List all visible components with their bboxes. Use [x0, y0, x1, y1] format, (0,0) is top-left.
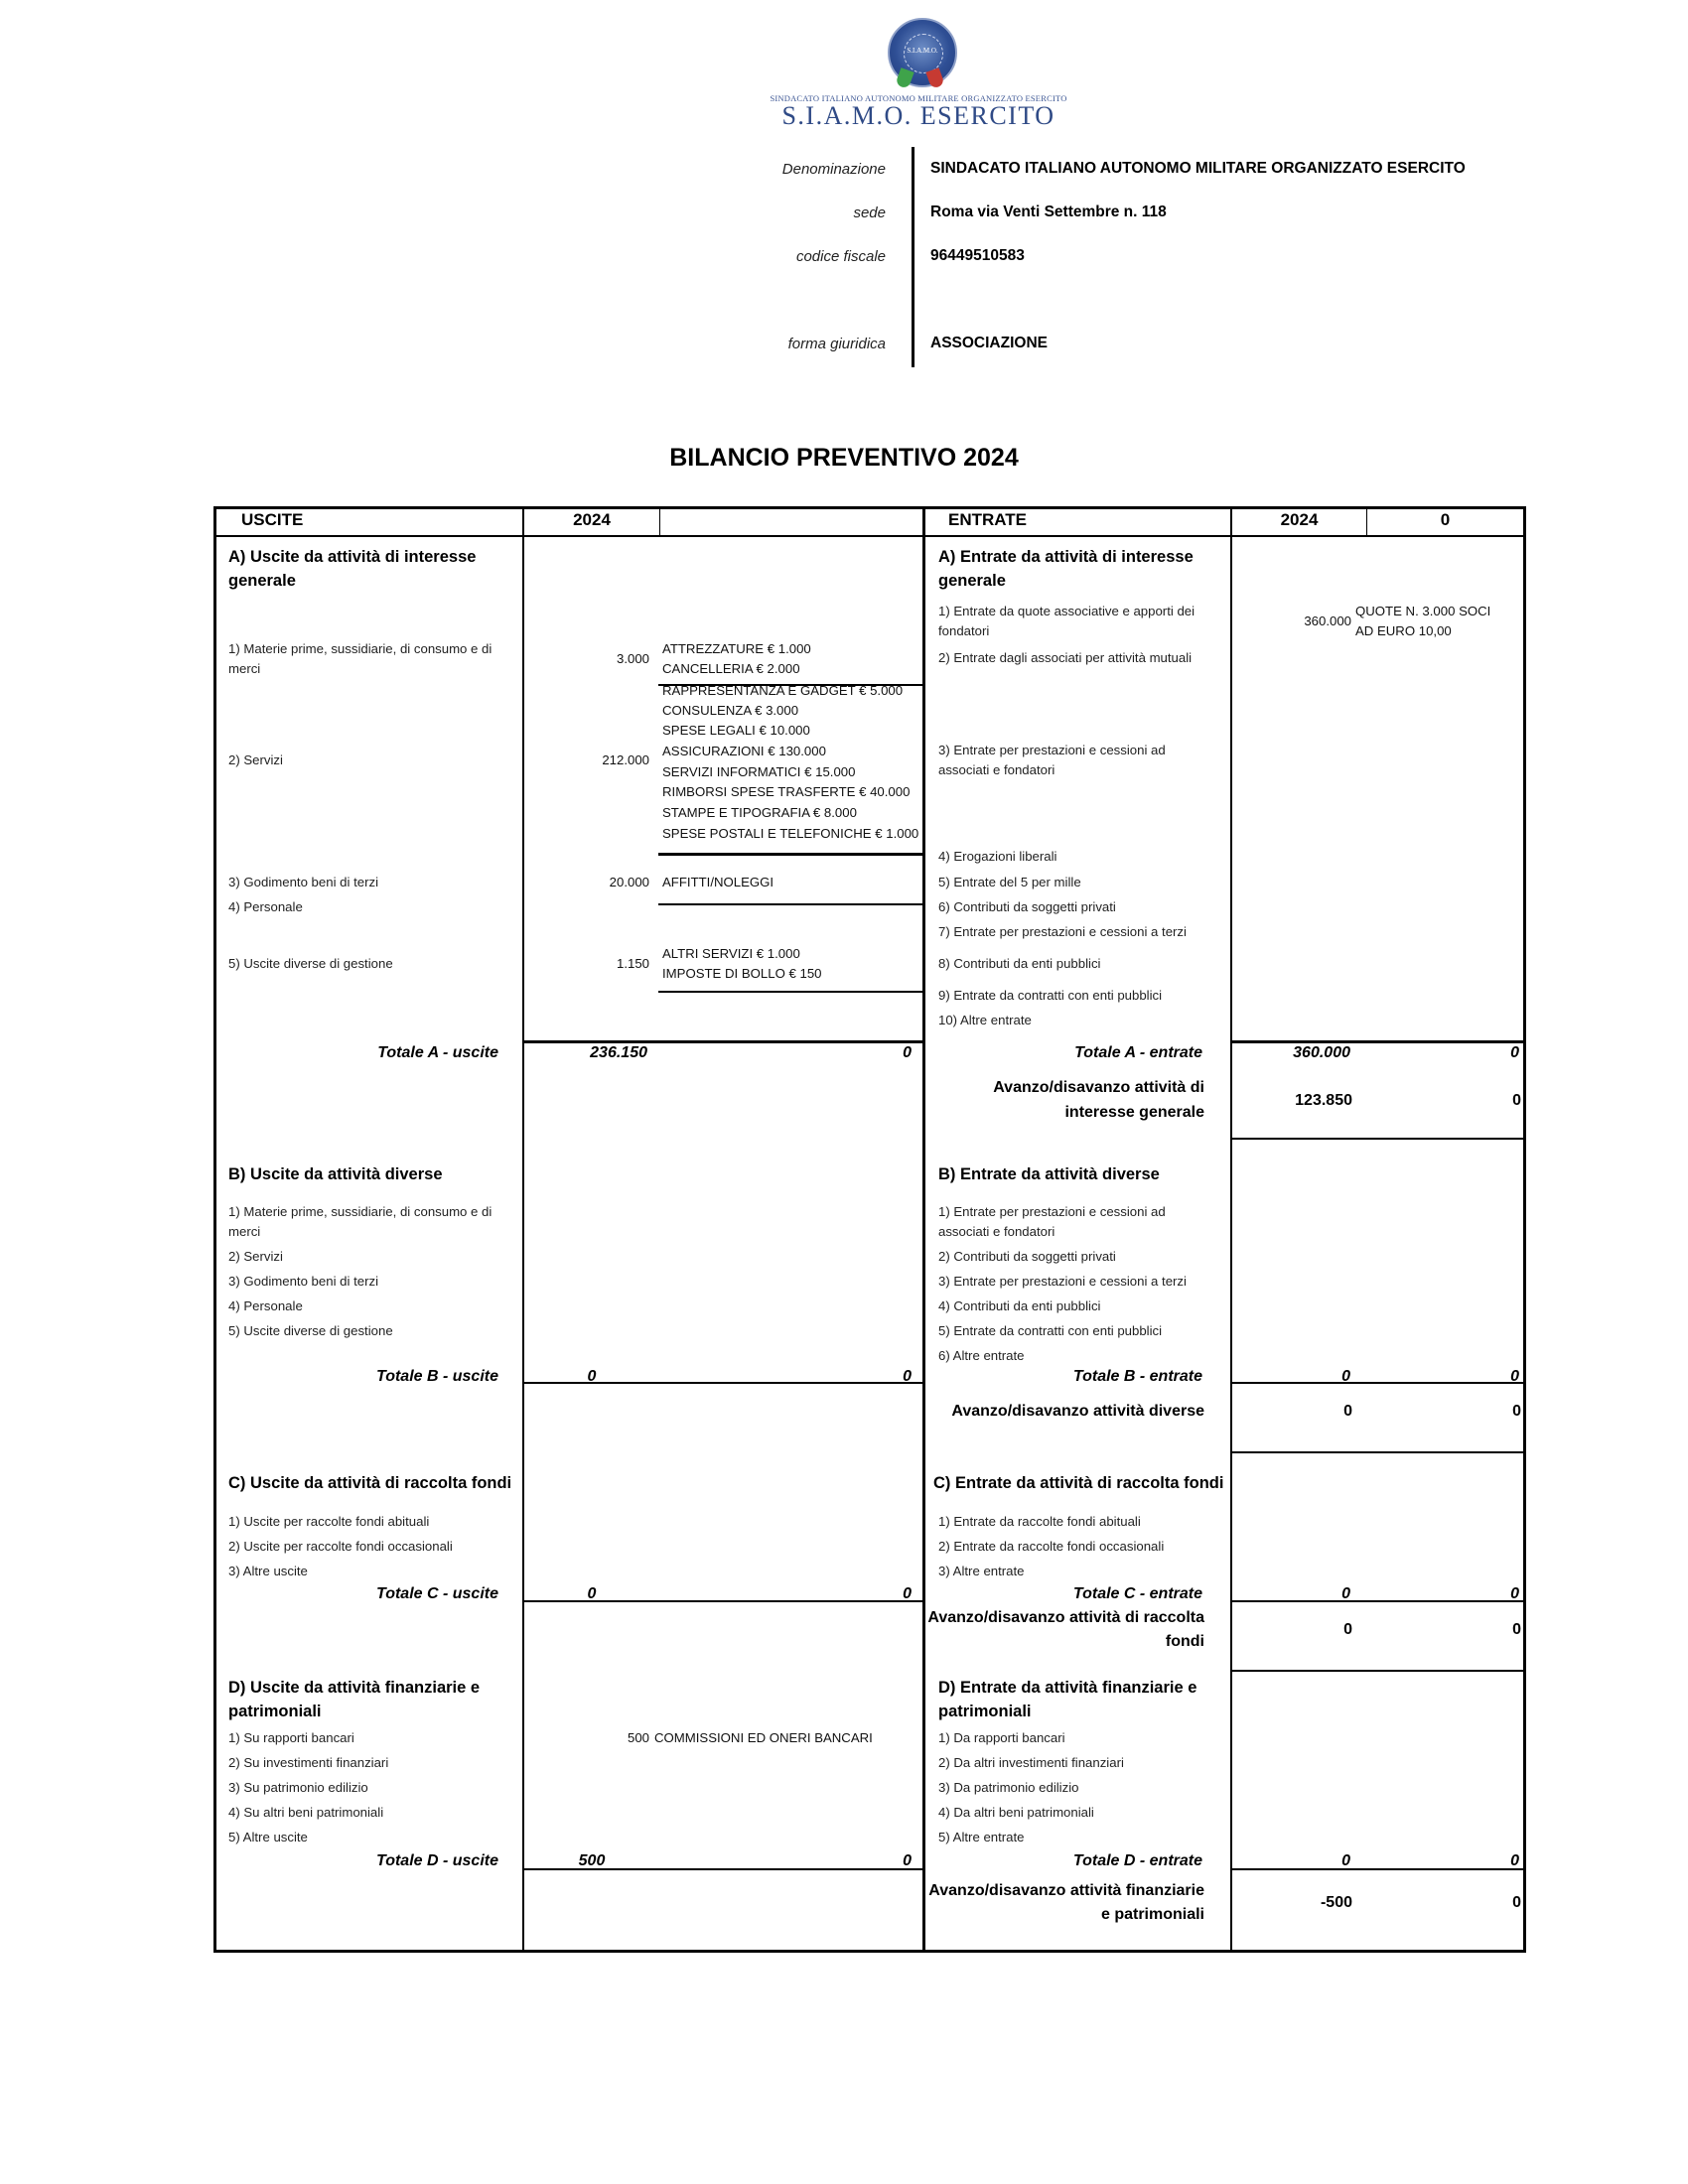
section-a-entrate-title: A) Entrate da attività di interesse: [938, 548, 1194, 566]
org-info-divider: [912, 147, 914, 367]
middle-divider: [922, 506, 925, 1953]
entrate-c-item: 2) Entrate da raccolte fondi occasionali: [938, 1539, 1165, 1554]
section-b-uscite-title: B) Uscite da attività diverse: [228, 1165, 443, 1183]
uscite-b-item: 5) Uscite diverse di gestione: [228, 1323, 393, 1338]
uscite-c-item: 1) Uscite per raccolte fondi abituali: [228, 1514, 430, 1529]
total-c-entrate-value: 0: [1341, 1585, 1350, 1602]
entrate-a-item-7: 7) Entrate per prestazioni e cessioni a terzi: [938, 924, 1187, 939]
entrate-b-item: 2) Contributi da soggetti privati: [938, 1249, 1116, 1264]
uscite-a-item-1-cont: merci: [228, 661, 261, 676]
avanzo-a-label-cont: interesse generale: [1064, 1104, 1204, 1121]
entrate-d-item: 4) Da altri beni patrimoniali: [938, 1805, 1094, 1820]
avanzo-d-prev: 0: [1512, 1894, 1521, 1911]
entrate-d-item: 1) Da rapporti bancari: [938, 1730, 1065, 1745]
uscite-b-item: 3) Godimento beni di terzi: [228, 1274, 378, 1289]
detail-line: ALTRI SERVIZI € 1.000: [662, 946, 800, 961]
detail-underline: [658, 991, 924, 993]
avanzo-a-value: 123.850: [1295, 1092, 1352, 1109]
section-b-entrate-title: B) Entrate da attività diverse: [938, 1165, 1160, 1183]
total-d-uscite-value: 500: [578, 1852, 606, 1869]
avanzo-a-label: Avanzo/disavanzo attività di: [993, 1079, 1204, 1096]
entrate-a-item-1-cont: fondatori: [938, 623, 990, 638]
uscite-a-item-4: 4) Personale: [228, 899, 303, 914]
entrate-c-item: 1) Entrate da raccolte fondi abituali: [938, 1514, 1141, 1529]
uscite-d-item: 4) Su altri beni patrimoniali: [228, 1805, 384, 1820]
uscite-c-item: 2) Uscite per raccolte fondi occasionali: [228, 1539, 453, 1554]
total-c-uscite-label: Totale C - uscite: [376, 1585, 498, 1602]
avanzo-d-value: -500: [1320, 1894, 1352, 1911]
value-codice-fiscale: 96449510583: [930, 247, 1025, 264]
value-sede: Roma via Venti Settembre n. 118: [930, 204, 1167, 220]
logo-emblem-text: S.I.A.M.O.: [907, 47, 938, 55]
entrate-d-item: 3) Da patrimonio edilizio: [938, 1780, 1079, 1795]
total-a-entrate-prev: 0: [1510, 1044, 1519, 1061]
total-b-entrate-value: 0: [1341, 1368, 1350, 1385]
avanzo-d-label-cont: e patrimoniali: [1100, 1906, 1204, 1923]
total-b-uscite-prev: 0: [903, 1368, 912, 1385]
uscite-a-item-2: 2) Servizi: [228, 752, 283, 767]
detail-line: ASSICURAZIONI € 130.000: [662, 744, 826, 758]
entrate-year-header: 2024: [1280, 510, 1319, 529]
section-c-entrate-title: C) Entrate da attività di raccolta fondi: [933, 1474, 1224, 1492]
entrate-prev-header: 0: [1440, 510, 1451, 529]
avanzo-c-label: Avanzo/disavanzo attività di raccolta: [927, 1609, 1204, 1626]
section-c-uscite-title: C) Uscite da attività di raccolta fondi: [228, 1474, 512, 1492]
detail-line: CONSULENZA € 3.000: [662, 703, 799, 718]
table-border-left: [213, 506, 216, 1953]
uscite-a-item-1-value: 3.000: [616, 651, 649, 666]
uscite-a-item-5-value: 1.150: [616, 956, 649, 971]
avanzo-a-line: [1230, 1138, 1526, 1140]
entrate-a-item-6: 6) Contributi da soggetti privati: [938, 899, 1116, 914]
detail-line: AD EURO 10,00: [1355, 623, 1452, 638]
entrate-header: ENTRATE: [948, 510, 1028, 529]
entrate-a-item-1-value: 360.000: [1304, 614, 1351, 628]
avanzo-c-prev: 0: [1512, 1621, 1521, 1638]
entrate-b-item: 3) Entrate per prestazioni e cessioni a terzi: [938, 1274, 1187, 1289]
total-a-uscite-line: [522, 1040, 924, 1043]
detail-line: QUOTE N. 3.000 SOCI: [1355, 604, 1491, 618]
section-d-entrate-title: D) Entrate da attività finanziarie e: [938, 1679, 1197, 1697]
total-d-entrate-label: Totale D - entrate: [1072, 1852, 1202, 1869]
detail-line: SPESE LEGALI € 10.000: [662, 723, 810, 738]
avanzo-b-value: 0: [1343, 1403, 1352, 1420]
uscite-d-item-1-value: 500: [627, 1730, 649, 1745]
uscite-a-item-1: 1) Materie prime, sussidiarie, di consumo e di: [228, 641, 492, 656]
total-d-uscite-prev: 0: [903, 1852, 912, 1869]
avanzo-d-label: Avanzo/disavanzo attività finanziarie: [928, 1882, 1204, 1899]
avanzo-c-label-cont: fondi: [1165, 1633, 1204, 1650]
value-forma-giuridica: ASSOCIAZIONE: [930, 335, 1048, 351]
avanzo-b-line: [1230, 1451, 1526, 1453]
detail-line: STAMPE E TIPOGRAFIA € 8.000: [662, 805, 857, 820]
avanzo-b-prev: 0: [1512, 1403, 1521, 1420]
section-a-uscite-title: A) Uscite da attività di interesse: [228, 548, 477, 566]
entrate-c-item: 3) Altre entrate: [938, 1564, 1025, 1578]
total-c-uscite-prev: 0: [903, 1585, 912, 1602]
table-border-top: [213, 506, 1526, 509]
table-border-right: [1523, 506, 1526, 1953]
detail-underline: [658, 853, 924, 856]
label-denominazione: Denominazione: [781, 161, 886, 178]
section-a-uscite-title-cont: generale: [228, 572, 296, 590]
uscite-a-item-3-value: 20.000: [609, 875, 649, 889]
uscite-b-item: 2) Servizi: [228, 1249, 283, 1264]
section-d-uscite-title: D) Uscite da attività finanziarie e: [228, 1679, 481, 1697]
uscite-a-item-5: 5) Uscite diverse di gestione: [228, 956, 393, 971]
avanzo-a-prev: 0: [1512, 1092, 1521, 1109]
section-d-entrate-title-cont: patrimoniali: [938, 1703, 1032, 1720]
uscite-year-header: 2024: [573, 510, 611, 529]
section-d-uscite-title-cont: patrimoniali: [228, 1703, 322, 1720]
total-b-entrate-prev: 0: [1510, 1368, 1519, 1385]
detail-line: AFFITTI/NOLEGGI: [662, 875, 774, 889]
total-a-uscite-prev: 0: [903, 1044, 912, 1061]
total-b-uscite-label: Totale B - uscite: [376, 1368, 498, 1385]
entrate-d-item: 2) Da altri investimenti finanziari: [938, 1755, 1124, 1770]
entrate-b-item: 1) Entrate per prestazioni e cessioni ad: [938, 1204, 1166, 1219]
uscite-d-item-1-detail: COMMISSIONI ED ONERI BANCARI: [654, 1730, 873, 1745]
entrate-a-item-10: 10) Altre entrate: [938, 1013, 1032, 1027]
total-a-entrate-line: [1230, 1040, 1526, 1043]
total-d-entrate-prev: 0: [1510, 1852, 1519, 1869]
entrate-a-item-4: 4) Erogazioni liberali: [938, 849, 1057, 864]
uscite-col-divider: [522, 506, 524, 1953]
logo-subtitle: SINDACATO ITALIANO AUTONOMO MILITARE ORGANIZZATO ESERCITO: [770, 93, 1067, 103]
total-a-uscite-value: 236.150: [590, 1044, 647, 1061]
avanzo-c-value: 0: [1343, 1621, 1352, 1638]
total-c-entrate-prev: 0: [1510, 1585, 1519, 1602]
entrate-a-item-2: 2) Entrate dagli associati per attività mutuali: [938, 650, 1193, 665]
uscite-d-item: 3) Su patrimonio edilizio: [228, 1780, 368, 1795]
total-c-entrate-label: Totale C - entrate: [1072, 1585, 1202, 1602]
total-d-entrate-value: 0: [1341, 1852, 1350, 1869]
total-b-uscite-value: 0: [587, 1368, 597, 1385]
entrate-a-item-8: 8) Contributi da enti pubblici: [938, 956, 1101, 971]
label-sede: sede: [853, 205, 886, 221]
entrate-a-item-3-cont: associati e fondatori: [938, 762, 1055, 777]
uscite-a-item-2-value: 212.000: [602, 752, 649, 767]
total-a-entrate-label: Totale A - entrate: [1074, 1044, 1202, 1061]
value-denominazione: SINDACATO ITALIANO AUTONOMO MILITARE ORGANIZZATO ESERCITO: [930, 160, 1466, 177]
entrate-a-item-1: 1) Entrate da quote associative e apporti dei: [938, 604, 1196, 618]
uscite-d-item: 1) Su rapporti bancari: [228, 1730, 354, 1745]
avanzo-c-line: [1230, 1670, 1526, 1672]
uscite-b-item: 4) Personale: [228, 1298, 303, 1313]
uscite-d-item: 5) Altre uscite: [228, 1830, 308, 1844]
detail-line: ATTREZZATURE € 1.000: [662, 641, 811, 656]
entrate-a-item-3: 3) Entrate per prestazioni e cessioni ad: [938, 743, 1166, 757]
entrate-b-item: 6) Altre entrate: [938, 1348, 1025, 1363]
total-c-uscite-value: 0: [587, 1585, 597, 1602]
detail-line: IMPOSTE DI BOLLO € 150: [662, 966, 822, 981]
avanzo-b-label: Avanzo/disavanzo attività diverse: [951, 1403, 1204, 1420]
detail-line: SPESE POSTALI E TELEFONICHE € 1.000: [662, 826, 919, 841]
total-d-uscite-label: Totale D - uscite: [376, 1852, 498, 1869]
entrate-b-item: associati e fondatori: [938, 1224, 1055, 1239]
uscite-year-divider: [659, 506, 660, 536]
detail-line: RIMBORSI SPESE TRASFERTE € 40.000: [662, 784, 911, 799]
entrate-b-item: 5) Entrate da contratti con enti pubblici: [938, 1323, 1163, 1338]
table-border-bottom: [213, 1950, 1526, 1953]
detail-line: RAPPRESENTANZA E GADGET € 5.000: [662, 683, 904, 698]
uscite-a-item-3: 3) Godimento beni di terzi: [228, 875, 378, 889]
logo-name: S.I.A.M.O. ESERCITO: [781, 101, 1055, 130]
uscite-b-item: merci: [228, 1224, 261, 1239]
label-codice-fiscale: codice fiscale: [795, 248, 886, 265]
section-a-entrate-title-cont: generale: [938, 572, 1006, 590]
entrate-a-item-5: 5) Entrate del 5 per mille: [938, 875, 1081, 889]
total-a-entrate-value: 360.000: [1293, 1044, 1350, 1061]
header-row-divider: [213, 535, 1526, 537]
detail-line: CANCELLERIA € 2.000: [662, 661, 800, 676]
entrate-col-divider: [1230, 506, 1232, 1953]
uscite-c-item: 3) Altre uscite: [228, 1564, 308, 1578]
total-b-entrate-label: Totale B - entrate: [1072, 1368, 1202, 1385]
page-title: BILANCIO PREVENTIVO 2024: [669, 444, 1019, 472]
detail-line: SERVIZI INFORMATICI € 15.000: [662, 764, 856, 779]
uscite-d-item: 2) Su investimenti finanziari: [228, 1755, 389, 1770]
entrate-a-item-9: 9) Entrate da contratti con enti pubblici: [938, 988, 1163, 1003]
detail-underline: [658, 903, 924, 905]
entrate-d-item: 5) Altre entrate: [938, 1830, 1025, 1844]
uscite-b-item: 1) Materie prime, sussidiarie, di consumo e di: [228, 1204, 492, 1219]
entrate-b-item: 4) Contributi da enti pubblici: [938, 1298, 1101, 1313]
uscite-header: USCITE: [241, 510, 304, 529]
label-forma-giuridica: forma giuridica: [787, 336, 886, 352]
total-a-uscite-label: Totale A - uscite: [377, 1044, 498, 1061]
